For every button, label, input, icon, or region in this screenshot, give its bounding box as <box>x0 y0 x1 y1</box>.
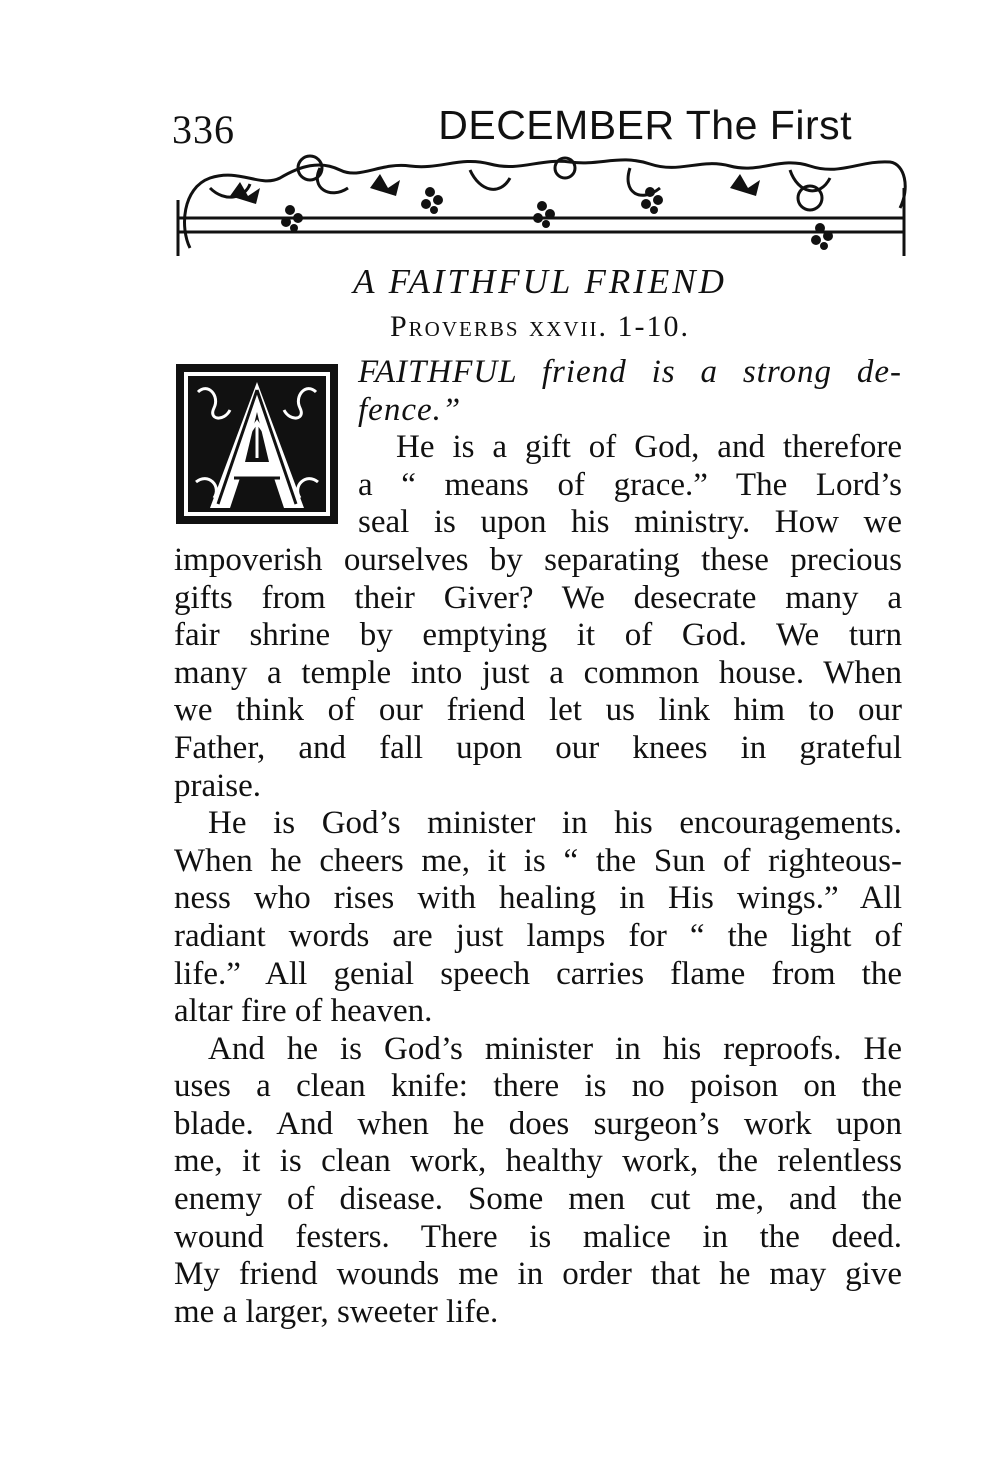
text-line: praise. <box>174 767 262 804</box>
text-line: altar fire of heaven. <box>174 993 433 1030</box>
text-line: wound festers. There is malice in the deed. <box>174 1218 902 1255</box>
text-line: He is God’s minister in his encouragements. <box>208 805 902 842</box>
text-line: seal is upon his ministry. How we <box>358 504 902 541</box>
text-line: ness who rises with healing in His wings.” All <box>174 880 902 917</box>
page-number: 336 <box>172 107 235 152</box>
running-head: DECEMBER The First <box>438 102 852 148</box>
text-line: blade. And when he does surgeon’s work upon <box>174 1105 902 1142</box>
body-text <box>174 354 902 1331</box>
text-line: When he cheers me, it is “ the Sun of righteous- <box>174 842 902 879</box>
text-line: life.” All genial speech carries flame from the <box>174 955 902 992</box>
text-line: many a temple into just a common house. When <box>174 654 902 691</box>
text-line: me a larger, sweeter life. <box>174 1293 499 1330</box>
scripture-reference: Proverbs xxvii. 1-10. <box>389 310 691 343</box>
text-line: FAITHFUL friend is a strong de- <box>358 354 902 390</box>
text-line: My friend wounds me in order that he may give <box>174 1256 902 1293</box>
text-line: And he is God’s minister in his reproofs. He <box>208 1030 902 1067</box>
grapevine-ornament-icon <box>170 148 912 256</box>
text-line: fair shrine by emptying it of God. We turn <box>174 617 902 654</box>
text-line: we think of our friend let us link him to our <box>174 692 902 729</box>
text-line: me, it is clean work, healthy work, the relentless <box>174 1143 902 1180</box>
text-line: gifts from their Giver? We desecrate many a <box>174 579 902 616</box>
text-line: fence.” <box>358 391 462 428</box>
text-line: impoverish ourselves by separating these precious <box>174 541 902 578</box>
chapter-title: A FAITHFUL FRIEND <box>353 262 727 301</box>
text-line: uses a clean knife: there is no poison on the <box>174 1068 902 1105</box>
text-line: enemy of disease. Some men cut me, and the <box>174 1181 902 1218</box>
text-line: He is a gift of God, and therefore <box>396 429 902 466</box>
text-line: radiant words are just lamps for “ the light of <box>174 917 902 954</box>
text-line: Father, and fall upon our knees in grateful <box>174 729 902 766</box>
text-line: a “ means of grace.” The Lord’s <box>358 466 902 503</box>
page-header <box>172 98 912 150</box>
